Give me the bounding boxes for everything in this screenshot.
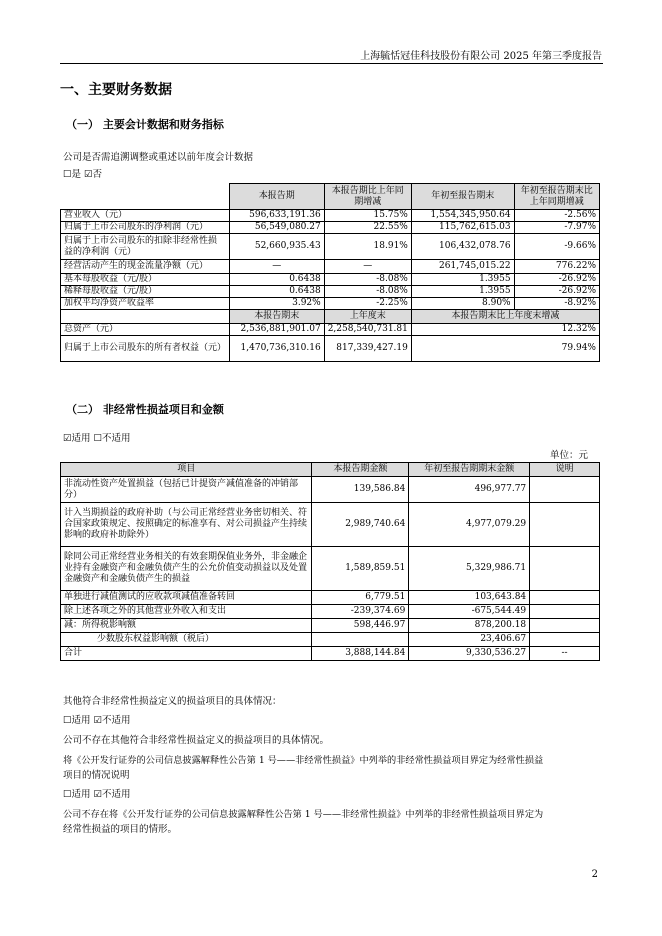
header-cell: 本报告期 bbox=[229, 184, 324, 210]
paragraph: 其他符合非经常性损益定义的损益项目的具体情况： bbox=[63, 696, 282, 707]
cell-value: — bbox=[324, 260, 411, 274]
cell-value: 776.22% bbox=[514, 260, 599, 274]
applicable-options: ☑适用 ☐不适用 bbox=[63, 433, 131, 444]
table-row bbox=[61, 591, 600, 605]
cell-value: 596,633,191.36 bbox=[229, 210, 324, 222]
table-row bbox=[61, 503, 600, 547]
header-cell: 本报告期比上年同期增减 bbox=[324, 184, 411, 210]
row-label: 少数股东权益影响额（税后） bbox=[61, 633, 312, 647]
header-cell: 项目 bbox=[61, 463, 312, 477]
cell-value: 0.6438 bbox=[229, 274, 324, 286]
table-row bbox=[61, 605, 600, 619]
header-cell: 年初至报告期末 bbox=[411, 184, 514, 210]
table-row bbox=[61, 222, 600, 234]
row-label: 合计 bbox=[61, 647, 312, 661]
row-label: 基本每股收益（元/股） bbox=[61, 274, 230, 286]
cell-value: 1,470,736,310.16 bbox=[229, 336, 324, 362]
cell-note: -- bbox=[530, 647, 600, 661]
row-label: 营业收入（元） bbox=[61, 210, 230, 222]
page-number: 2 bbox=[591, 869, 598, 880]
header-cell: 说明 bbox=[530, 463, 600, 477]
paragraph: 项目的情况说明 bbox=[63, 770, 130, 781]
cell-value: 15.75% bbox=[324, 210, 411, 222]
header-cell bbox=[61, 184, 230, 210]
header-cell: 本报告期金额 bbox=[312, 463, 409, 477]
cell-value: 9,330,536.27 bbox=[409, 647, 530, 661]
cell-value: 18.91% bbox=[324, 234, 411, 260]
row-label: 总资产（元） bbox=[61, 324, 230, 336]
table-row bbox=[61, 210, 600, 222]
header-cell: 年初至报告期期末金额 bbox=[409, 463, 530, 477]
table-subheader-row bbox=[61, 310, 600, 324]
financial-data-table bbox=[60, 183, 600, 362]
subsection-title-2: （二） 非经常性损益项目和金额 bbox=[66, 403, 224, 416]
cell-value bbox=[312, 633, 409, 647]
cell-value: 1.3955 bbox=[411, 274, 514, 286]
cell-value: 1.3955 bbox=[411, 286, 514, 298]
table-header-row bbox=[61, 184, 600, 210]
header-divider bbox=[60, 63, 603, 64]
row-label: 稀释每股收益（元/股） bbox=[61, 286, 230, 298]
subsection-title-1: （一） 主要会计数据和财务指标 bbox=[66, 118, 224, 131]
row-label: 减：所得税影响额 bbox=[61, 619, 312, 633]
row-label: 归属于上市公司股东的净利润（元） bbox=[61, 222, 230, 234]
cell-value: 23,406.67 bbox=[409, 633, 530, 647]
table-row bbox=[61, 286, 600, 298]
table-row bbox=[61, 619, 600, 633]
cell-value: 4,977,079.29 bbox=[409, 503, 530, 547]
cell-value: 2,258,540,731.81 bbox=[324, 324, 411, 336]
cell-note bbox=[530, 503, 600, 547]
cell-note bbox=[530, 547, 600, 591]
applicable-options: ☐适用 ☑不适用 bbox=[63, 715, 131, 726]
table-row bbox=[61, 633, 600, 647]
cell-value: 103,643.84 bbox=[409, 591, 530, 605]
table-row bbox=[61, 260, 600, 274]
cell-note bbox=[530, 591, 600, 605]
cell-note bbox=[530, 619, 600, 633]
table-row bbox=[61, 336, 600, 362]
row-label: 归属于上市公司股东的所有者权益（元） bbox=[61, 336, 230, 362]
cell-value: 79.94% bbox=[411, 336, 599, 362]
cell-value: -8.08% bbox=[324, 274, 411, 286]
cell-value: -675,544.49 bbox=[409, 605, 530, 619]
paragraph: 将《公开发行证券的公司信息披露解释性公告第 1 号——非经常性损益》中列举的非经常性损益项目界定为经常性损益 bbox=[63, 755, 544, 766]
cell-note bbox=[530, 605, 600, 619]
table-row bbox=[61, 477, 600, 503]
cell-note bbox=[530, 477, 600, 503]
cell-value: -8.08% bbox=[324, 286, 411, 298]
cell-value: 12.32% bbox=[411, 324, 599, 336]
row-label: 归属于上市公司股东的扣除非经常性损益的净利润（元） bbox=[61, 234, 230, 260]
table-row bbox=[61, 274, 600, 286]
cell-value: 8.90% bbox=[411, 298, 514, 310]
row-label: 计入当期损益的政府补助（与公司正常经营业务密切相关、符合国家政策规定、按照确定的标准享有、对公司损益产生持续影响的政府补助除外） bbox=[61, 503, 312, 547]
cell-value: -8.92% bbox=[514, 298, 599, 310]
cell-value: 115,762,615.03 bbox=[411, 222, 514, 234]
cell-value: 2,536,881,901.07 bbox=[229, 324, 324, 336]
header-cell bbox=[61, 310, 230, 324]
non-recurring-items-table bbox=[60, 462, 600, 661]
header-cell: 本报告期末 bbox=[229, 310, 324, 324]
cell-value: 1,589,859.51 bbox=[312, 547, 409, 591]
cell-value: 0.6438 bbox=[229, 286, 324, 298]
table-row bbox=[61, 298, 600, 310]
applicable-options: ☐适用 ☑不适用 bbox=[63, 789, 131, 800]
row-label: 经营活动产生的现金流量净额（元） bbox=[61, 260, 230, 274]
cell-value: -2.56% bbox=[514, 210, 599, 222]
cell-value: 2,989,740.64 bbox=[312, 503, 409, 547]
header-cell: 年初至报告期末比上年同期增减 bbox=[514, 184, 599, 210]
paragraph: 经常性损益的项目的情形。 bbox=[63, 824, 178, 835]
cell-value: 1,554,345,950.64 bbox=[411, 210, 514, 222]
cell-value: -26.92% bbox=[514, 274, 599, 286]
cell-value: 52,660,935.43 bbox=[229, 234, 324, 260]
header-cell: 上年度末 bbox=[324, 310, 411, 324]
table-row bbox=[61, 547, 600, 591]
cell-value: 817,339,427.19 bbox=[324, 336, 411, 362]
row-label: 除同公司正常经营业务相关的有效套期保值业务外，非金融企业持有金融资产和金融负债产生的公允价值变动损益以及处置金融资产和金融负债产生的损益 bbox=[61, 547, 312, 591]
cell-value: -9.66% bbox=[514, 234, 599, 260]
table-row bbox=[61, 234, 600, 260]
cell-value: 3,888,144.84 bbox=[312, 647, 409, 661]
paragraph: 公司不存在其他符合非经常性损益定义的损益项目的具体情况。 bbox=[63, 735, 330, 746]
cell-value: 5,329,986.71 bbox=[409, 547, 530, 591]
row-label: 非流动性资产处置损益（包括已计提资产减值准备的冲销部分） bbox=[61, 477, 312, 503]
header-cell: 本报告期末比上年度末增减 bbox=[411, 310, 599, 324]
cell-note bbox=[530, 633, 600, 647]
cell-value: -7.97% bbox=[514, 222, 599, 234]
row-label: 单独进行减值测试的应收款项减值准备转回 bbox=[61, 591, 312, 605]
cell-value: 496,977.77 bbox=[409, 477, 530, 503]
cell-value: 878,200.18 bbox=[409, 619, 530, 633]
table-total-row bbox=[61, 647, 600, 661]
cell-value: 261,745,015.22 bbox=[411, 260, 514, 274]
cell-value: 3.92% bbox=[229, 298, 324, 310]
section-title: 一、主要财务数据 bbox=[60, 82, 172, 98]
unit-label: 单位：元 bbox=[549, 450, 588, 461]
cell-value: 106,432,078.76 bbox=[411, 234, 514, 260]
cell-value: 598,446.97 bbox=[312, 619, 409, 633]
row-label: 加权平均净资产收益率 bbox=[61, 298, 230, 310]
restate-options: ☐是 ☑否 bbox=[63, 169, 103, 180]
cell-value: -26.92% bbox=[514, 286, 599, 298]
cell-value: -2.25% bbox=[324, 298, 411, 310]
cell-value: 139,586.84 bbox=[312, 477, 409, 503]
row-label: 除上述各项之外的其他营业外收入和支出 bbox=[61, 605, 312, 619]
table-header-row bbox=[61, 463, 600, 477]
paragraph: 公司不存在将《公开发行证券的公司信息披露解释性公告第 1 号——非经常性损益》中列举的非经常性损益项目界定为 bbox=[63, 809, 544, 820]
cell-value: 6,779.51 bbox=[312, 591, 409, 605]
cell-value: — bbox=[229, 260, 324, 274]
restate-question: 公司是否需追溯调整或重述以前年度会计数据 bbox=[63, 152, 254, 163]
cell-value: 22.55% bbox=[324, 222, 411, 234]
page-header: 上海毓恬冠佳科技股份有限公司 2025 年第三季度报告 bbox=[360, 51, 602, 62]
table-row bbox=[61, 324, 600, 336]
cell-value: 56,549,080.27 bbox=[229, 222, 324, 234]
cell-value: -239,374.69 bbox=[312, 605, 409, 619]
